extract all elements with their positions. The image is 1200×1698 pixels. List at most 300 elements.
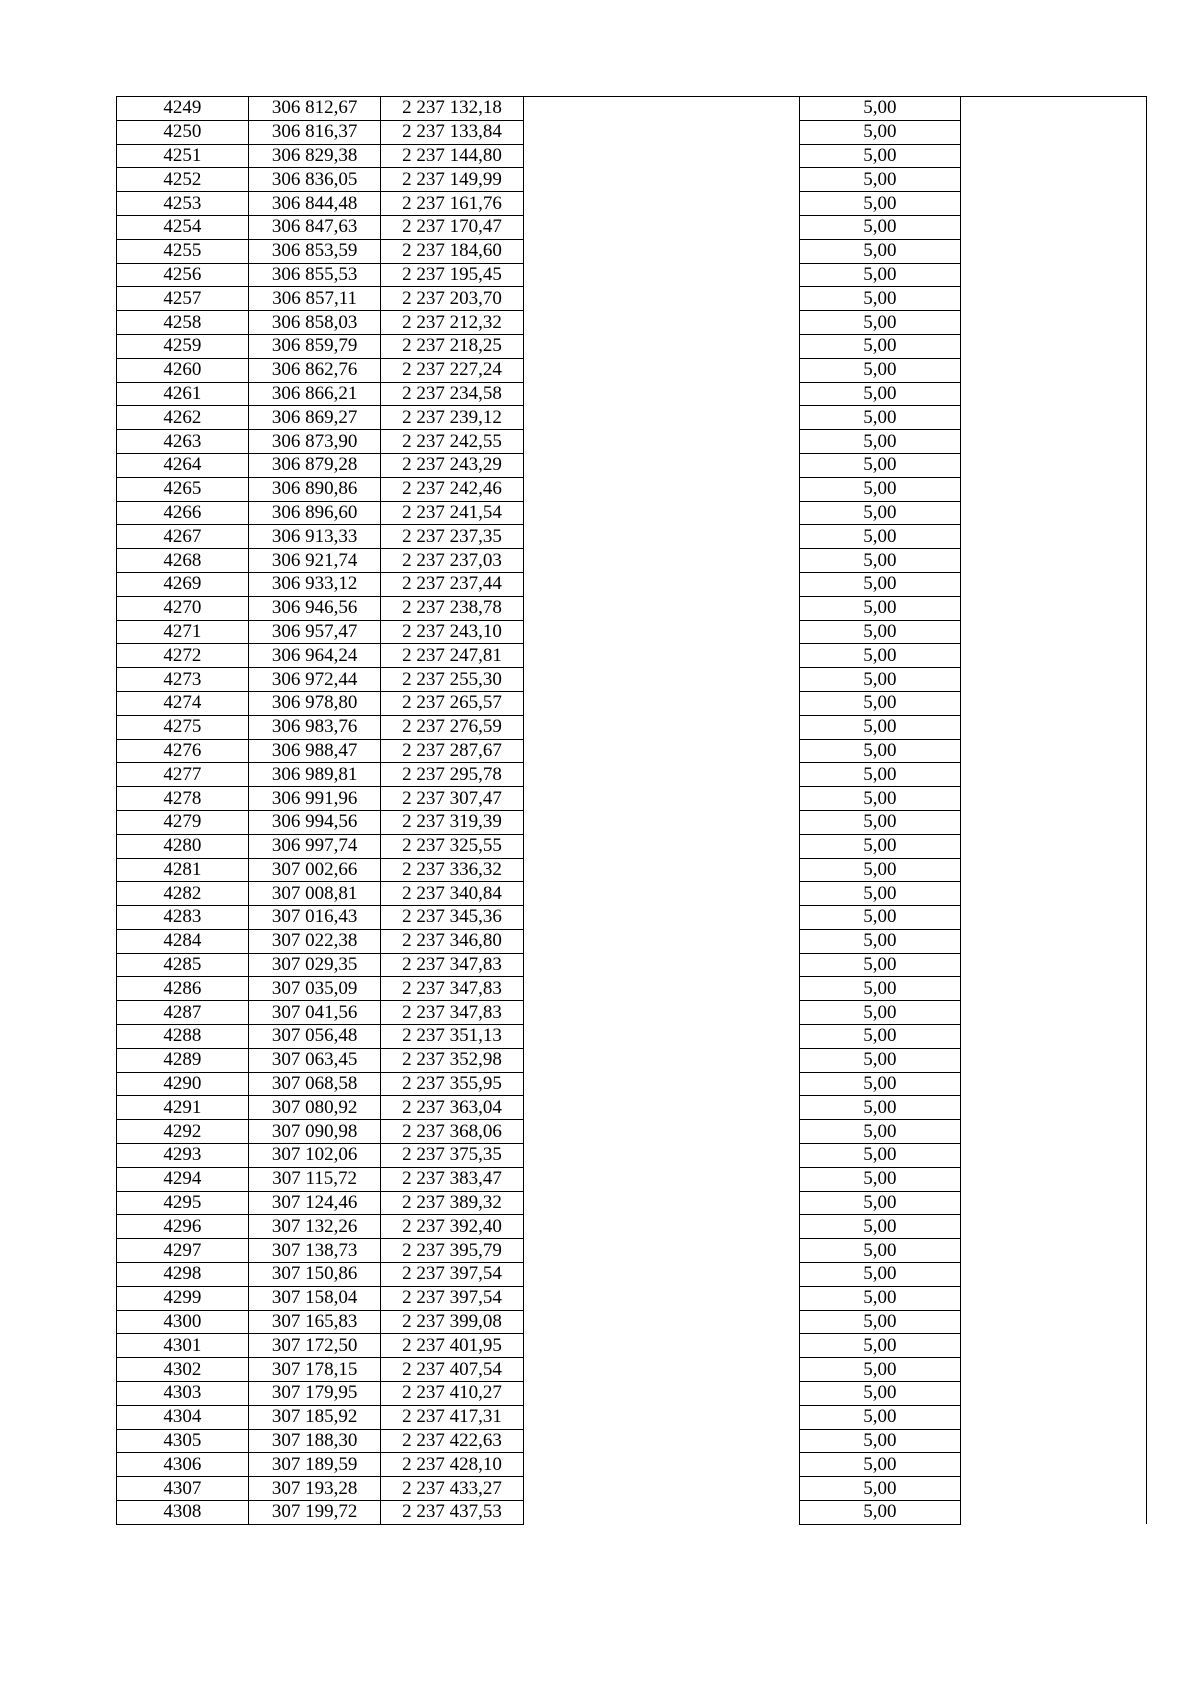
value-cell: 5,00 <box>799 525 960 549</box>
empty-column-cell <box>960 192 1146 216</box>
point-number-cell: 4253 <box>117 192 249 216</box>
value-cell: 5,00 <box>799 668 960 692</box>
x-coordinate-cell <box>248 1286 380 1310</box>
empty-column-cell <box>524 953 800 977</box>
empty-column-cell <box>960 287 1146 311</box>
empty-column-cell <box>524 1501 800 1525</box>
x-coordinate-value: 306 946,56 <box>271 597 358 619</box>
empty-column-cell <box>524 929 800 953</box>
point-number-cell: 4256 <box>117 263 249 287</box>
y-coordinate-cell: 2 237 340,84 <box>380 882 524 906</box>
y-coordinate-cell: 2 237 247,81 <box>380 644 524 668</box>
empty-column-cell <box>524 739 800 763</box>
empty-column-cell <box>524 1405 800 1429</box>
x-coordinate-cell <box>248 168 380 192</box>
empty-column-cell <box>960 406 1146 430</box>
x-coordinate-cell <box>248 1477 380 1501</box>
y-coordinate-cell: 2 237 149,99 <box>380 168 524 192</box>
x-coordinate-cell <box>248 668 380 692</box>
x-coordinate-value: 306 844,48 <box>271 192 358 214</box>
table-row <box>117 358 1147 382</box>
point-number-cell: 4251 <box>117 144 249 168</box>
empty-column-cell <box>960 1191 1146 1215</box>
value-cell: 5,00 <box>799 644 960 668</box>
value-cell: 5,00 <box>799 810 960 834</box>
empty-column-cell <box>960 1239 1146 1263</box>
y-coordinate-cell: 2 237 345,36 <box>380 906 524 930</box>
empty-column-cell <box>960 620 1146 644</box>
x-coordinate-value: 306 896,60 <box>271 501 358 523</box>
empty-column-cell <box>524 1025 800 1049</box>
x-coordinate-cell <box>248 691 380 715</box>
y-coordinate-cell: 2 237 195,45 <box>380 263 524 287</box>
y-coordinate-cell: 2 237 241,54 <box>380 501 524 525</box>
empty-column-cell <box>524 501 800 525</box>
empty-column-cell <box>524 834 800 858</box>
point-number-cell: 4263 <box>117 430 249 454</box>
x-coordinate-value: 306 964,24 <box>271 644 358 666</box>
x-coordinate-value: 306 859,79 <box>271 335 358 357</box>
x-coordinate-value: 307 150,86 <box>271 1263 358 1285</box>
empty-column-cell <box>524 477 800 501</box>
x-coordinate-cell <box>248 763 380 787</box>
table-row <box>117 168 1147 192</box>
point-number-cell: 4292 <box>117 1120 249 1144</box>
y-coordinate-cell: 2 237 437,53 <box>380 1501 524 1525</box>
value-cell: 5,00 <box>799 787 960 811</box>
point-number-cell: 4281 <box>117 858 249 882</box>
point-number-cell: 4290 <box>117 1072 249 1096</box>
x-coordinate-cell <box>248 953 380 977</box>
x-coordinate-value: 306 983,76 <box>271 716 358 738</box>
empty-column-cell <box>960 430 1146 454</box>
table-row <box>117 1120 1147 1144</box>
empty-column-cell <box>960 1501 1146 1525</box>
y-coordinate-cell: 2 237 336,32 <box>380 858 524 882</box>
value-cell: 5,00 <box>799 906 960 930</box>
table-row <box>117 715 1147 739</box>
y-coordinate-cell: 2 237 161,76 <box>380 192 524 216</box>
point-number-cell: 4305 <box>117 1429 249 1453</box>
y-coordinate-cell: 2 237 363,04 <box>380 1096 524 1120</box>
empty-column-cell <box>524 97 800 121</box>
x-coordinate-cell <box>248 287 380 311</box>
x-coordinate-cell <box>248 572 380 596</box>
table-row <box>117 406 1147 430</box>
empty-column-cell <box>960 739 1146 763</box>
x-coordinate-value: 307 016,43 <box>271 906 358 928</box>
table-row <box>117 549 1147 573</box>
x-coordinate-value: 306 816,37 <box>271 121 358 143</box>
point-number-cell: 4285 <box>117 953 249 977</box>
point-number-cell: 4306 <box>117 1453 249 1477</box>
table-row <box>117 739 1147 763</box>
table-row <box>117 1429 1147 1453</box>
table-row <box>117 1144 1147 1168</box>
y-coordinate-cell: 2 237 397,54 <box>380 1286 524 1310</box>
value-cell: 5,00 <box>799 501 960 525</box>
x-coordinate-value: 307 008,81 <box>271 882 358 904</box>
x-coordinate-cell <box>248 858 380 882</box>
x-coordinate-cell <box>248 644 380 668</box>
empty-column-cell <box>524 1001 800 1025</box>
point-number-cell: 4265 <box>117 477 249 501</box>
y-coordinate-cell: 2 237 346,80 <box>380 929 524 953</box>
x-coordinate-cell <box>248 239 380 263</box>
point-number-cell: 4254 <box>117 215 249 239</box>
point-number-cell: 4249 <box>117 97 249 121</box>
point-number-cell: 4298 <box>117 1263 249 1287</box>
x-coordinate-value: 306 862,76 <box>271 359 358 381</box>
table-row <box>117 1501 1147 1525</box>
x-coordinate-cell <box>248 1025 380 1049</box>
x-coordinate-value: 306 879,28 <box>271 454 358 476</box>
value-cell: 5,00 <box>799 1358 960 1382</box>
x-coordinate-cell <box>248 1382 380 1406</box>
x-coordinate-value: 306 869,27 <box>271 406 358 428</box>
point-number-cell: 4257 <box>117 287 249 311</box>
y-coordinate-cell: 2 237 319,39 <box>380 810 524 834</box>
table-row <box>117 1263 1147 1287</box>
y-coordinate-cell: 2 237 410,27 <box>380 1382 524 1406</box>
value-cell: 5,00 <box>799 1191 960 1215</box>
empty-column-cell <box>524 525 800 549</box>
point-number-cell: 4255 <box>117 239 249 263</box>
x-coordinate-value: 307 178,15 <box>271 1358 358 1380</box>
value-cell: 5,00 <box>799 477 960 501</box>
empty-column-cell <box>960 1358 1146 1382</box>
value-cell: 5,00 <box>799 1072 960 1096</box>
empty-column-cell <box>960 644 1146 668</box>
empty-column-cell <box>960 929 1146 953</box>
table-row <box>117 1167 1147 1191</box>
x-coordinate-value: 307 063,45 <box>271 1049 358 1071</box>
x-coordinate-cell <box>248 620 380 644</box>
table-row <box>117 929 1147 953</box>
y-coordinate-cell: 2 237 389,32 <box>380 1191 524 1215</box>
point-number-cell: 4291 <box>117 1096 249 1120</box>
x-coordinate-value: 306 853,59 <box>271 240 358 262</box>
empty-column-cell <box>524 620 800 644</box>
empty-column-cell <box>960 953 1146 977</box>
x-coordinate-value: 306 812,67 <box>271 97 358 119</box>
empty-column-cell <box>524 1239 800 1263</box>
table-row <box>117 525 1147 549</box>
empty-column-cell <box>960 1310 1146 1334</box>
x-coordinate-value: 307 102,06 <box>271 1144 358 1166</box>
y-coordinate-cell: 2 237 351,13 <box>380 1025 524 1049</box>
value-cell: 5,00 <box>799 1167 960 1191</box>
empty-column-cell <box>960 763 1146 787</box>
point-number-cell: 4308 <box>117 1501 249 1525</box>
point-number-cell: 4299 <box>117 1286 249 1310</box>
y-coordinate-cell: 2 237 238,78 <box>380 596 524 620</box>
y-coordinate-cell: 2 237 368,06 <box>380 1120 524 1144</box>
x-coordinate-cell <box>248 334 380 358</box>
x-coordinate-value: 306 855,53 <box>271 263 358 285</box>
x-coordinate-value: 306 972,44 <box>271 668 358 690</box>
y-coordinate-cell: 2 237 243,29 <box>380 453 524 477</box>
x-coordinate-value: 307 022,38 <box>271 930 358 952</box>
empty-column-cell <box>960 239 1146 263</box>
y-coordinate-cell: 2 237 212,32 <box>380 311 524 335</box>
point-number-cell: 4289 <box>117 1048 249 1072</box>
table-row <box>117 882 1147 906</box>
empty-column-cell <box>524 1334 800 1358</box>
empty-column-cell <box>524 691 800 715</box>
empty-column-cell <box>524 668 800 692</box>
empty-column-cell <box>524 430 800 454</box>
value-cell: 5,00 <box>799 168 960 192</box>
x-coordinate-value: 306 858,03 <box>271 311 358 333</box>
value-cell: 5,00 <box>799 382 960 406</box>
table-row <box>117 382 1147 406</box>
point-number-cell: 4295 <box>117 1191 249 1215</box>
value-cell: 5,00 <box>799 430 960 454</box>
empty-column-cell <box>960 549 1146 573</box>
value-cell: 5,00 <box>799 953 960 977</box>
table-row <box>117 644 1147 668</box>
value-cell: 5,00 <box>799 1310 960 1334</box>
x-coordinate-cell <box>248 1429 380 1453</box>
value-cell: 5,00 <box>799 572 960 596</box>
empty-column-cell <box>960 382 1146 406</box>
value-cell: 5,00 <box>799 1096 960 1120</box>
table-row <box>117 596 1147 620</box>
empty-column-cell <box>960 263 1146 287</box>
x-coordinate-value: 307 041,56 <box>271 1001 358 1023</box>
empty-column-cell <box>524 192 800 216</box>
table-row <box>117 1191 1147 1215</box>
empty-column-cell <box>524 858 800 882</box>
empty-column-cell <box>524 215 800 239</box>
y-coordinate-cell: 2 237 276,59 <box>380 715 524 739</box>
x-coordinate-cell <box>248 882 380 906</box>
value-cell: 5,00 <box>799 1001 960 1025</box>
x-coordinate-cell <box>248 430 380 454</box>
empty-column-cell <box>960 1334 1146 1358</box>
x-coordinate-value: 307 056,48 <box>271 1025 358 1047</box>
empty-column-cell <box>960 311 1146 335</box>
point-number-cell: 4261 <box>117 382 249 406</box>
empty-column-cell <box>524 1358 800 1382</box>
x-coordinate-value: 307 002,66 <box>271 858 358 880</box>
empty-column-cell <box>960 1263 1146 1287</box>
x-coordinate-cell <box>248 120 380 144</box>
table-row <box>117 1286 1147 1310</box>
y-coordinate-cell: 2 237 132,18 <box>380 97 524 121</box>
y-coordinate-cell: 2 237 347,83 <box>380 953 524 977</box>
x-coordinate-cell <box>248 549 380 573</box>
empty-column-cell <box>524 906 800 930</box>
value-cell: 5,00 <box>799 1263 960 1287</box>
y-coordinate-cell: 2 237 392,40 <box>380 1215 524 1239</box>
point-number-cell: 4252 <box>117 168 249 192</box>
x-coordinate-value: 307 124,46 <box>271 1192 358 1214</box>
y-coordinate-cell: 2 237 234,58 <box>380 382 524 406</box>
empty-column-cell <box>960 1120 1146 1144</box>
value-cell: 5,00 <box>799 549 960 573</box>
empty-column-cell <box>524 1477 800 1501</box>
y-coordinate-cell: 2 237 407,54 <box>380 1358 524 1382</box>
x-coordinate-cell <box>248 1167 380 1191</box>
empty-column-cell <box>524 1310 800 1334</box>
coordinate-table <box>116 96 1147 1525</box>
empty-column-cell <box>524 406 800 430</box>
x-coordinate-cell <box>248 834 380 858</box>
x-coordinate-cell <box>248 1501 380 1525</box>
table-row <box>117 263 1147 287</box>
empty-column-cell <box>524 1167 800 1191</box>
empty-column-cell <box>960 1215 1146 1239</box>
y-coordinate-cell: 2 237 401,95 <box>380 1334 524 1358</box>
table-row <box>117 1215 1147 1239</box>
coordinate-table-body <box>117 97 1147 1525</box>
x-coordinate-cell <box>248 1144 380 1168</box>
table-row <box>117 311 1147 335</box>
empty-column-cell <box>960 1453 1146 1477</box>
value-cell: 5,00 <box>799 97 960 121</box>
point-number-cell: 4288 <box>117 1025 249 1049</box>
value-cell: 5,00 <box>799 691 960 715</box>
x-coordinate-cell <box>248 1239 380 1263</box>
x-coordinate-value: 307 158,04 <box>271 1287 358 1309</box>
y-coordinate-cell: 2 237 295,78 <box>380 763 524 787</box>
x-coordinate-value: 307 193,28 <box>271 1477 358 1499</box>
x-coordinate-value: 306 890,86 <box>271 478 358 500</box>
y-coordinate-cell: 2 237 184,60 <box>380 239 524 263</box>
x-coordinate-value: 307 138,73 <box>271 1239 358 1261</box>
value-cell: 5,00 <box>799 1144 960 1168</box>
x-coordinate-cell <box>248 263 380 287</box>
empty-column-cell <box>960 787 1146 811</box>
x-coordinate-value: 307 199,72 <box>271 1501 358 1523</box>
point-number-cell: 4296 <box>117 1215 249 1239</box>
empty-column-cell <box>524 1144 800 1168</box>
x-coordinate-cell <box>248 358 380 382</box>
empty-column-cell <box>960 120 1146 144</box>
y-coordinate-cell: 2 237 133,84 <box>380 120 524 144</box>
empty-column-cell <box>960 572 1146 596</box>
x-coordinate-cell <box>248 477 380 501</box>
x-coordinate-value: 306 921,74 <box>271 549 358 571</box>
x-coordinate-value: 307 068,58 <box>271 1073 358 1095</box>
empty-column-cell <box>960 1477 1146 1501</box>
table-row <box>117 668 1147 692</box>
empty-column-cell <box>960 334 1146 358</box>
table-row <box>117 287 1147 311</box>
point-number-cell: 4259 <box>117 334 249 358</box>
empty-column-cell <box>960 144 1146 168</box>
y-coordinate-cell: 2 237 347,83 <box>380 1001 524 1025</box>
y-coordinate-cell: 2 237 242,46 <box>380 477 524 501</box>
empty-column-cell <box>960 1025 1146 1049</box>
y-coordinate-cell: 2 237 375,35 <box>380 1144 524 1168</box>
x-coordinate-value: 306 913,33 <box>271 525 358 547</box>
empty-column-cell <box>524 1120 800 1144</box>
x-coordinate-cell <box>248 1096 380 1120</box>
table-row <box>117 1382 1147 1406</box>
table-row <box>117 239 1147 263</box>
x-coordinate-value: 307 080,92 <box>271 1096 358 1118</box>
point-number-cell: 4294 <box>117 1167 249 1191</box>
point-number-cell: 4287 <box>117 1001 249 1025</box>
value-cell: 5,00 <box>799 1477 960 1501</box>
empty-column-cell <box>524 1382 800 1406</box>
y-coordinate-cell: 2 237 237,44 <box>380 572 524 596</box>
empty-column-cell <box>524 596 800 620</box>
point-number-cell: 4301 <box>117 1334 249 1358</box>
x-coordinate-value: 307 132,26 <box>271 1215 358 1237</box>
value-cell: 5,00 <box>799 858 960 882</box>
x-coordinate-value: 307 188,30 <box>271 1430 358 1452</box>
empty-column-cell <box>524 1453 800 1477</box>
empty-column-cell <box>524 1215 800 1239</box>
value-cell: 5,00 <box>799 1334 960 1358</box>
value-cell: 5,00 <box>799 1239 960 1263</box>
table-row <box>117 1310 1147 1334</box>
value-cell: 5,00 <box>799 1382 960 1406</box>
y-coordinate-cell: 2 237 355,95 <box>380 1072 524 1096</box>
y-coordinate-cell: 2 237 265,57 <box>380 691 524 715</box>
x-coordinate-cell <box>248 144 380 168</box>
point-number-cell: 4277 <box>117 763 249 787</box>
empty-column-cell <box>524 168 800 192</box>
x-coordinate-value: 306 989,81 <box>271 763 358 785</box>
x-coordinate-cell <box>248 1215 380 1239</box>
table-row <box>117 858 1147 882</box>
empty-column-cell <box>524 1096 800 1120</box>
x-coordinate-value: 306 994,56 <box>271 811 358 833</box>
point-number-cell: 4293 <box>117 1144 249 1168</box>
y-coordinate-cell: 2 237 395,79 <box>380 1239 524 1263</box>
table-row <box>117 334 1147 358</box>
value-cell: 5,00 <box>799 1215 960 1239</box>
point-number-cell: 4258 <box>117 311 249 335</box>
point-number-cell: 4272 <box>117 644 249 668</box>
table-row <box>117 1405 1147 1429</box>
point-number-cell: 4250 <box>117 120 249 144</box>
table-row <box>117 572 1147 596</box>
table-row <box>117 430 1147 454</box>
x-coordinate-value: 306 847,63 <box>271 216 358 238</box>
x-coordinate-value: 306 857,11 <box>272 287 358 309</box>
value-cell: 5,00 <box>799 311 960 335</box>
x-coordinate-value: 306 836,05 <box>271 168 358 190</box>
y-coordinate-cell: 2 237 227,24 <box>380 358 524 382</box>
value-cell: 5,00 <box>799 1120 960 1144</box>
empty-column-cell <box>960 1144 1146 1168</box>
empty-column-cell <box>524 1286 800 1310</box>
y-coordinate-cell: 2 237 203,70 <box>380 287 524 311</box>
empty-column-cell <box>960 906 1146 930</box>
table-row <box>117 763 1147 787</box>
empty-column-cell <box>960 358 1146 382</box>
point-number-cell: 4270 <box>117 596 249 620</box>
table-row <box>117 1096 1147 1120</box>
empty-column-cell <box>524 334 800 358</box>
x-coordinate-cell <box>248 406 380 430</box>
x-coordinate-cell <box>248 1310 380 1334</box>
y-coordinate-cell: 2 237 428,10 <box>380 1453 524 1477</box>
table-row <box>117 1477 1147 1501</box>
empty-column-cell <box>524 358 800 382</box>
x-coordinate-cell <box>248 1191 380 1215</box>
point-number-cell: 4286 <box>117 977 249 1001</box>
empty-column-cell <box>524 144 800 168</box>
value-cell: 5,00 <box>799 620 960 644</box>
empty-column-cell <box>960 168 1146 192</box>
